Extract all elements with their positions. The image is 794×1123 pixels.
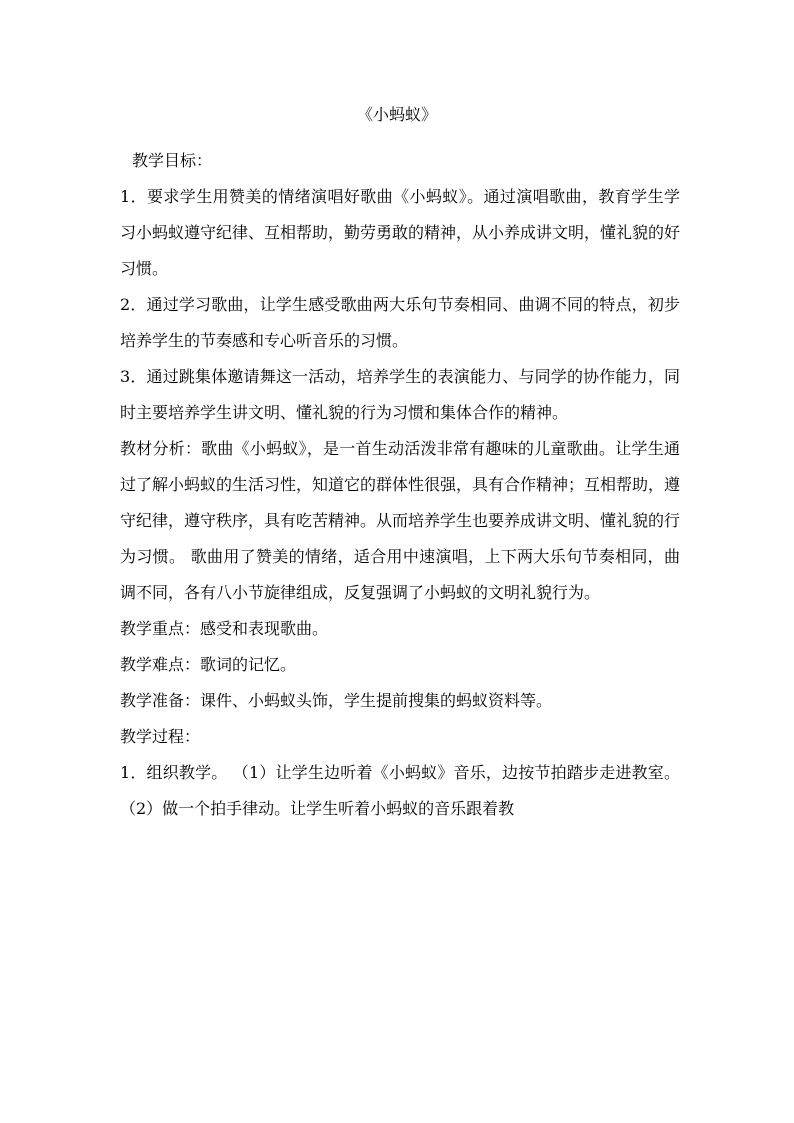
paragraph-objective-1: 1．要求学生用赞美的情绪演唱好歌曲《小蚂蚁》。通过演唱歌曲，教育学生学习小蚂蚁遵守纪律、互相帮助，勤劳勇敢的精神，从小养成讲文明，懂礼貌的好习惯。: [120, 187, 681, 278]
paragraph-process-step-1: 1．组织教学。 （1）让学生边听着《小蚂蚁》音乐，边按节拍踏步走进教室。 （2）做一个拍手律动。让学生听着小蚂蚁的音乐跟着教: [120, 763, 680, 818]
paragraph-teaching-process-heading: 教学过程：: [120, 727, 201, 746]
paragraph-teaching-preparation: 教学准备：课件、小蚂蚁头饰，学生提前搜集的蚂蚁资料等。: [120, 691, 553, 710]
paragraph-teaching-key-points: 教学重点：感受和表现歌曲。: [120, 619, 329, 638]
paragraph-objective-2: 2．通过学习歌曲，让学生感受歌曲两大乐句节奏相同、曲调不同的特点，初步培养学生的节奏感和专心听音乐的习惯。: [120, 295, 680, 350]
paragraph-material-analysis: 教材分析：歌曲《小蚂蚁》，是一首生动活泼非常有趣味的儿童歌曲。让学生通过了解小蚂蚁的生活习性，知道它的群体性很强，具有合作精神；互相帮助，遵守纪律，遵守秩序，具有吃苦精神。从而培养学生也要养成讲文明、懂礼貌的行为习惯。 歌曲用了赞美的情绪，适合用中速演唱，上下两大乐句节奏相同，曲调不同，各有八小节旋律组成，反复强调了小蚂蚁的文明礼貌行为。: [120, 439, 681, 602]
paragraph-objective-3: 3．通过跳集体邀请舞这一活动，培养学生的表演能力、与同学的协作能力，同时主要培养学生讲文明、懂礼貌的行为习惯和集体合作的精神。: [120, 367, 680, 422]
document-body: [120, 143, 680, 827]
paragraph-teaching-objectives-heading: 教学目标：: [132, 151, 213, 170]
document-title: 《小蚂蚁》: [356, 105, 437, 124]
paragraph-teaching-difficulties: 教学难点：歌词的记忆。: [120, 655, 297, 674]
